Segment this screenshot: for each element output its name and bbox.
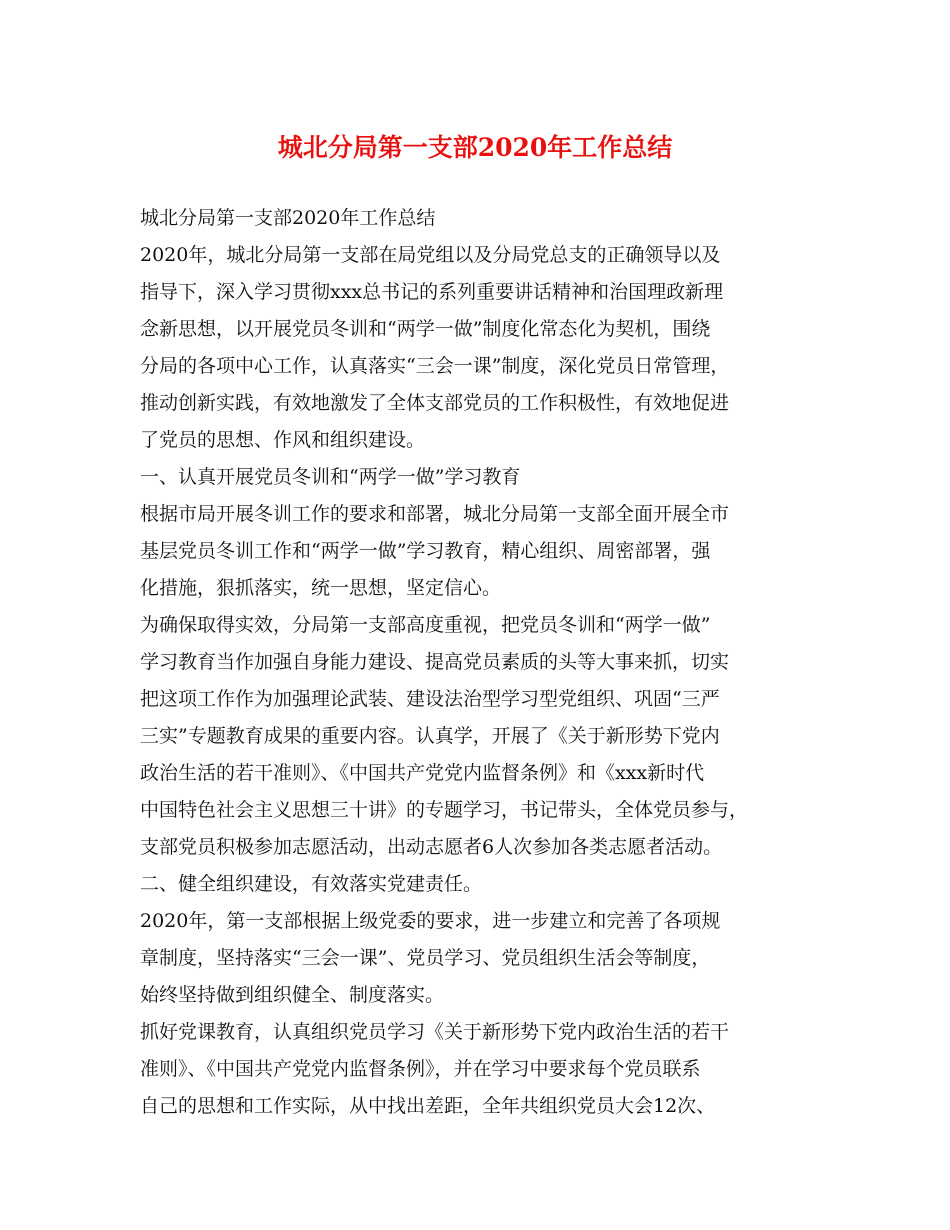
body-line: 政治生活的若干准则》、《中国共产党党内监督条例》和《xxx新时代: [140, 762, 705, 784]
body-line: 抓好党课教育，认真组织党员学习《关于新形势下党内政治生活的若干: [140, 1021, 730, 1043]
body-line: 支部党员积极参加志愿活动，出动志愿者6人次参加各类志愿者活动。: [140, 836, 723, 858]
document-title: 城北分局第一支部2020年工作总结: [277, 133, 673, 162]
body-line: 把这项工作作为加强理论武装、建设法治型学习型党组织、巩固“三严: [140, 688, 720, 710]
body-line: 自己的思想和工作实际，从中找出差距，全年共组织党员大会12次、: [140, 1095, 716, 1117]
body-line: 2020年，第一支部根据上级党委的要求，进一步建立和完善了各项规: [140, 910, 721, 932]
body-line: 基层党员冬训工作和“两学一做”学习教育，精心组织、周密部署，强: [140, 540, 711, 562]
body-line: 化措施，狠抓落实，统一思想，坚定信心。: [140, 577, 502, 599]
body-line: 城北分局第一支部2020年工作总结: [140, 207, 436, 229]
body-line: 推动创新实践，有效地激发了全体支部党员的工作积极性，有效地促进: [140, 392, 730, 414]
section-heading-1: 一、认真开展党员冬训和“两学一做”学习教育: [140, 466, 521, 488]
body-line: 指导下，深入学习贯彻xxx总书记的系列重要讲话精神和治国理政新理: [140, 281, 724, 303]
body-line: 念新思想，以开展党员冬训和“两学一做”制度化常态化为契机，围绕: [140, 318, 711, 340]
body-line: 2020年，城北分局第一支部在局党组以及分局党总支的正确领导以及: [140, 244, 721, 266]
body-line: 根据市局开展冬训工作的要求和部署，城北分局第一支部全面开展全市: [140, 503, 730, 525]
body-line: 章制度，坚持落实“三会一课”、党员学习、党员组织生活会等制度，: [140, 947, 711, 969]
body-line: 为确保取得实效，分局第一支部高度重视，把党员冬训和“两学一做”: [140, 614, 711, 636]
section-heading-2: 二、健全组织建设，有效落实党建责任。: [140, 873, 483, 895]
body-line: 中国特色社会主义思想三十讲》的专题学习，书记带头，全体党员参与，: [140, 799, 749, 821]
body-line: 了党员的思想、作风和组织建设。: [140, 429, 426, 451]
document-body: [140, 200, 830, 1125]
body-line: 三实”专题教育成果的重要内容。认真学，开展了《关于新形势下党内: [140, 725, 720, 747]
body-line: 学习教育当作加强自身能力建设、提高党员素质的头等大事来抓，切实: [140, 651, 730, 673]
body-line: 准则》、《中国共产党党内监督条例》，并在学习中要求每个党员联系: [140, 1058, 701, 1080]
body-line: 始终坚持做到组织健全、制度落实。: [140, 984, 445, 1006]
body-line: 分局的各项中心工作，认真落实“三会一课”制度，深化党员日常管理，: [140, 355, 730, 377]
